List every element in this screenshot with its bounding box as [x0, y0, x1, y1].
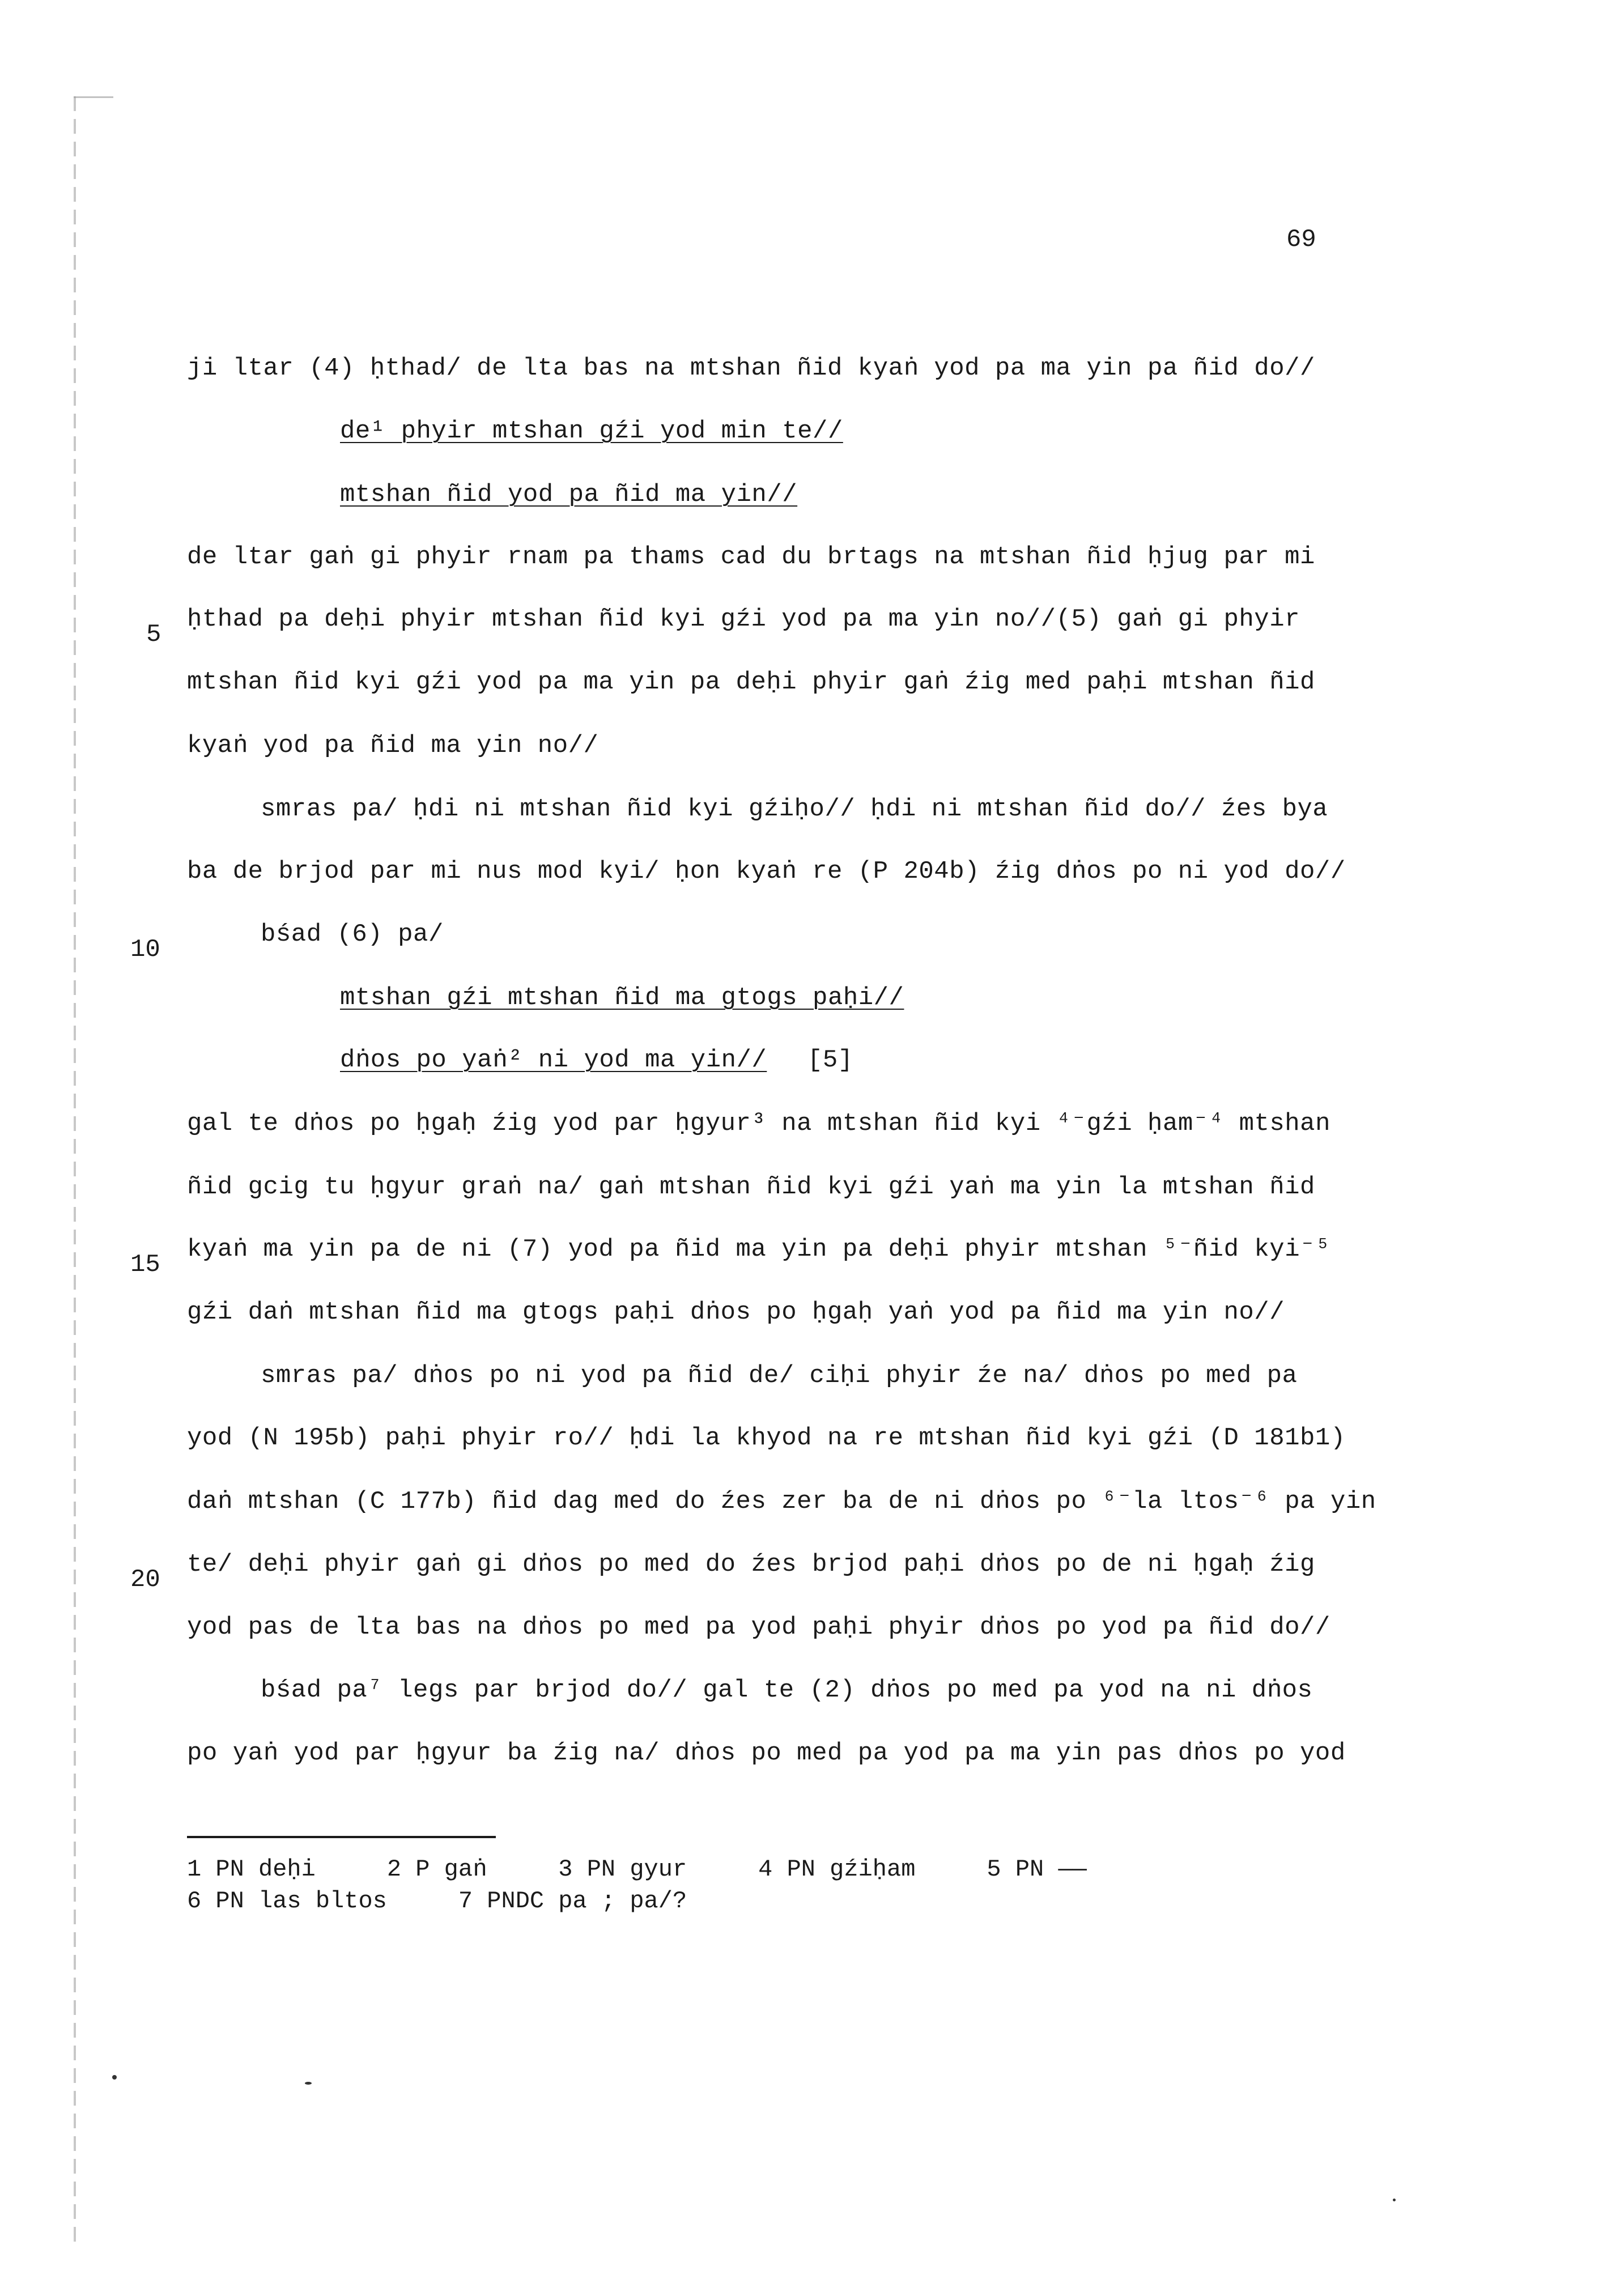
text-line-13: gal te dṅos po ḥgaḥ źig yod par ḥgyur³ na mtshan ñid kyi ⁴⁻gźi ḥam⁻⁴ mtshan — [187, 1109, 1330, 1138]
text-line-4: de ltar gaṅ gi phyir rnam pa thams cad du brtags na mtshan ñid ḥjug par mi — [187, 543, 1315, 571]
text-line-10: bśad (6) pa/ — [261, 920, 444, 949]
page-margin-edge — [74, 96, 76, 2250]
text-line-19: daṅ mtshan (C 177b) ñid dag med do źes zer ba de ni dṅos po ⁶⁻la ltos⁻⁶ pa yin — [187, 1487, 1376, 1516]
page-number: 69 — [1286, 226, 1316, 254]
footnote-line-1: 1 PN deḥi 2 P gaṅ 3 PN gyur 4 PN gźiḥam 5 PN —— — [187, 1856, 1087, 1883]
footnote-rule — [187, 1836, 496, 1838]
text-line-20: te/ deḥi phyir gaṅ gi dṅos po med do źes brjod paḥi dṅos po de ni ḥgaḥ źig — [187, 1550, 1315, 1579]
text-line-5: ḥthad pa deḥi phyir mtshan ñid kyi gźi yod pa ma yin no//(5) gaṅ gi phyir — [187, 605, 1300, 633]
text-line-7: kyaṅ yod pa ñid ma yin no// — [187, 732, 599, 760]
text-line-23: po yaṅ yod par ḥgyur ba źig na/ dṅos po med pa yod pa ma yin pas dṅos po yod — [187, 1739, 1346, 1767]
text-line-9: ba de brjod par mi nus mod kyi/ ḥon kyaṅ re (P 204b) źig dṅos po ni yod do// — [187, 857, 1346, 886]
text-line-22: bśad pa⁷ legs par brjod do// gal te (2) dṅos po med pa yod na ni dṅos — [261, 1676, 1313, 1704]
text-line-18: yod (N 195b) paḥi phyir ro// ḥdi la khyod na re mtshan ñid kyi gźi (D 181b1) — [187, 1424, 1346, 1452]
verse-line-4: dṅos po yaṅ² ni yod ma yin// — [340, 1046, 767, 1074]
line-number-20: 20 — [130, 1566, 160, 1594]
text-line-6: mtshan ñid kyi gźi yod pa ma yin pa deḥi phyir gaṅ źig med paḥi mtshan ñid — [187, 668, 1315, 696]
scan-speck — [305, 2082, 312, 2085]
text-line-1: ji ltar (4) ḥthad/ de lta bas na mtshan ñid kyaṅ yod pa ma yin pa ñid do// — [187, 354, 1315, 382]
line-number-15: 15 — [130, 1251, 160, 1279]
text-line-17: smras pa/ dṅos po ni yod pa ñid de/ ciḥi phyir źe na/ dṅos po med pa — [261, 1362, 1298, 1390]
scan-speck — [1393, 2199, 1396, 2201]
verse-number: [5] — [807, 1046, 853, 1074]
text-line-21: yod pas de lta bas na dṅos po med pa yod paḥi phyir dṅos po yod pa ñid do// — [187, 1613, 1330, 1642]
line-number-10: 10 — [130, 936, 160, 964]
text-line-15: kyaṅ ma yin pa de ni (7) yod pa ñid ma yin pa deḥi phyir mtshan ⁵⁻ñid kyi⁻⁵ — [187, 1235, 1330, 1264]
verse-line-1: de¹ phyir mtshan gźi yod min te// — [340, 417, 843, 445]
verse-line-2: mtshan ñid yod pa ñid ma yin// — [340, 481, 798, 509]
text-line-16: gźi daṅ mtshan ñid ma gtogs paḥi dṅos po ḥgaḥ yaṅ yod pa ñid ma yin no// — [187, 1298, 1285, 1326]
footnote-line-2: 6 PN las bltos 7 PNDC pa ; pa/? — [187, 1887, 687, 1915]
text-line-8: smras pa/ ḥdi ni mtshan ñid kyi gźiḥo// ḥdi ni mtshan ñid do// źes bya — [261, 795, 1328, 823]
page-margin-corner — [74, 96, 113, 98]
verse-line-3: mtshan gźi mtshan ñid ma gtogs paḥi// — [340, 984, 904, 1012]
scan-speck — [112, 2075, 117, 2080]
line-number-5: 5 — [146, 620, 161, 649]
text-line-14: ñid gcig tu ḥgyur graṅ na/ gaṅ mtshan ñid kyi gźi yaṅ ma yin la mtshan ñid — [187, 1173, 1315, 1201]
